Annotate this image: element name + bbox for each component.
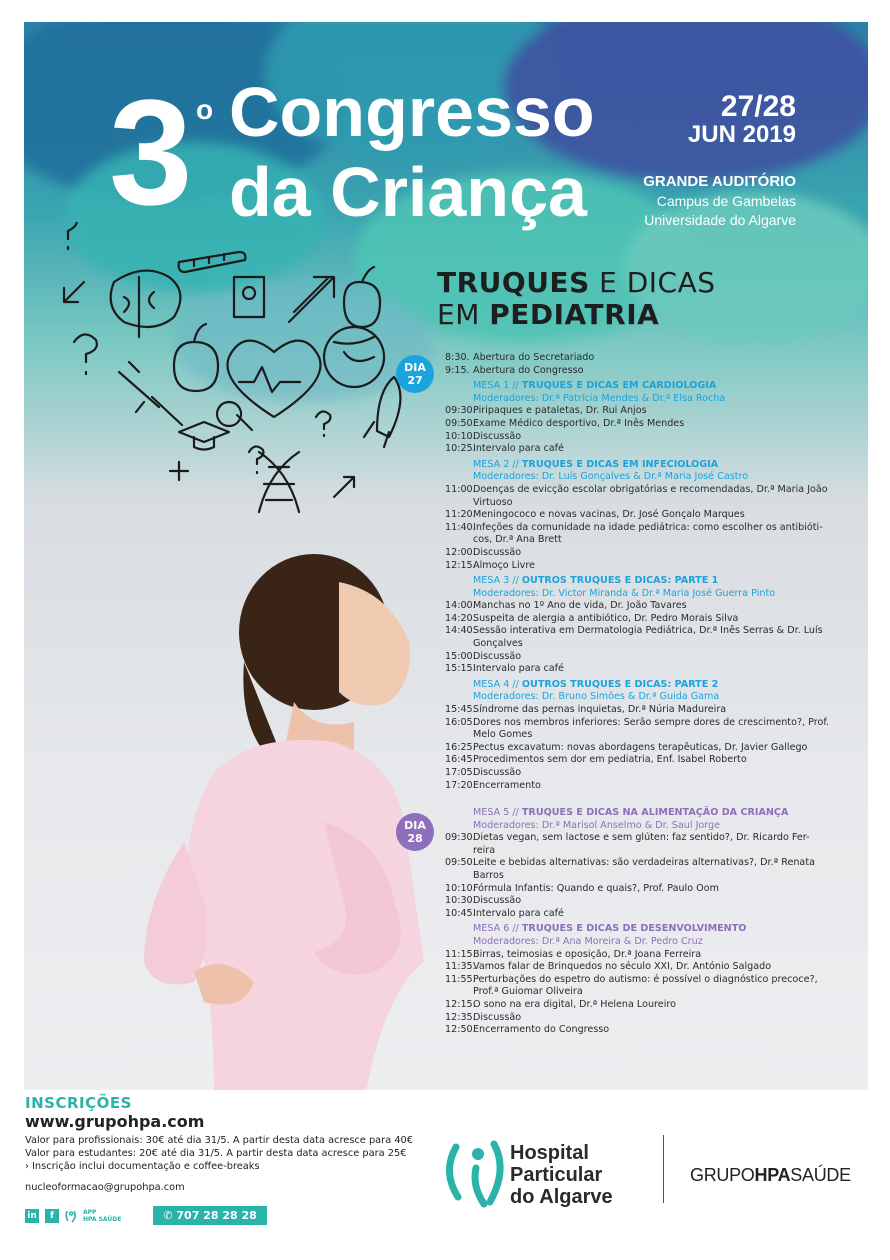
venue-line-2: Campus de Gambelas: [656, 193, 796, 210]
schedule-item: 11:15. Birras, teimosias e oposição, Dr.ª Joana Ferreira: [445, 948, 702, 960]
session-header-mesa-2: MESA 2 // TRUQUES E DICAS EM INFECIOLOGIA: [473, 458, 719, 470]
day-badge-number: 28: [407, 832, 423, 845]
session-header-mesa-6: MESA 6 // TRUQUES E DICAS DE DESENVOLVIMENTO: [473, 923, 747, 935]
brain-icon: [111, 271, 181, 337]
grupo-hpa-logo: GRUPOHPASAÚDE: [690, 1165, 851, 1185]
app-logo-icon: [65, 1209, 77, 1223]
graduation-cap-icon: [179, 422, 229, 450]
footer: [0, 1090, 890, 1260]
day-badge-label: DIA: [404, 819, 426, 832]
down-arrow-icon: [64, 282, 84, 302]
schedule-item: 12:15. Almoço Livre: [445, 559, 535, 571]
question-mark-icon: [316, 411, 330, 436]
schedule-item: 09:30. Dietas vegan, sem lactose e sem glúten: faz sentido?, Dr. Ricardo Fer-reira: [445, 832, 810, 856]
schedule-item: 12:15. O sono na era digital, Dr.ª Helena Loureiro: [445, 998, 676, 1010]
venue-line-3: Universidade do Algarve: [644, 212, 796, 229]
day-badge-27: [396, 355, 434, 393]
magnifier-icon: [217, 402, 252, 430]
programme-day-28: [445, 807, 830, 1037]
day-badge-label: DIA: [404, 361, 426, 374]
schedule-item: 11:35. Vamos falar de Brinquedos no século XXI, Dr. António Salgado: [445, 961, 772, 973]
phone-icon: ✆: [163, 1209, 177, 1222]
rocket-icon: [364, 377, 400, 447]
syringe-icon: [119, 362, 182, 425]
globe-icon: [324, 327, 384, 387]
doodle-illustrations: [44, 222, 424, 542]
linkedin-icon[interactable]: in: [25, 1209, 39, 1223]
app-label[interactable]: APP HPA SAÚDE: [83, 1208, 122, 1223]
subtitle-word-pediatria: PEDIATRIA: [489, 298, 660, 332]
contact-email-link[interactable]: nucleoformacao@grupohpa.com: [25, 1182, 185, 1193]
session-header-mesa-4: MESA 4 // OUTROS TRUQUES E DICAS: PARTE 2: [473, 678, 719, 690]
title-ordinal-number: 3: [109, 68, 193, 236]
event-days: 27/28: [720, 90, 796, 123]
schedule-item: 10:10. Fórmula Infantis: Quando e quais?, Prof. Paulo Oom: [445, 882, 719, 894]
schedule-item: 12:00. Discussão: [445, 546, 522, 558]
schedule-item: 11:40. Infeções da comunidade na idade pediátrica: como escolher os antibióti-cos, Dr.ª Ana Brett: [445, 521, 823, 546]
schedule-item: 14:00. Manchas no 1º Ano de vida, Dr. João Tavares: [445, 600, 687, 612]
schedule-item: 09:30. Piripaques e pataletas, Dr. Rui Anjos: [445, 405, 647, 417]
question-mark-icon: [56, 222, 77, 249]
event-venue: [643, 172, 796, 230]
session-moderators: Moderadores: Dr. Bruno Simões & Dr.ª Guida Gama: [473, 691, 720, 703]
session-moderators: Moderadores: Dr. Luís Gonçalves & Dr.ª Maria José Castro: [473, 471, 749, 483]
price-students: Valor para estudantes: 20€ até dia 31/5. A partir desta data acresce para 25€: [25, 1148, 407, 1159]
registration-heading: INSCRIÇÕES: [25, 1094, 132, 1112]
schedule-item: 15:00. Discussão: [445, 650, 522, 662]
question-mark-icon: [249, 446, 263, 473]
price-professionals: Valor para profissionais: 30€ até dia 31/5. A partir desta data acresce para 40€: [25, 1135, 414, 1146]
day-badge-28: [396, 813, 434, 851]
schedule-item: 09:50. Leite e bebidas alternativas: são verdadeiras alternativas?, Dr.ª Renata Barros: [445, 857, 815, 881]
subtitle-word-em: EM: [437, 298, 490, 332]
logo-divider: [663, 1135, 664, 1203]
heart-icon: [227, 341, 320, 417]
dna-icon: [259, 452, 299, 512]
session-moderators: Moderadores: Dr.ª Patrícia Mendes & Dr.ª Elsa Rocha: [473, 392, 726, 404]
schedule-item: 12:35. Discussão: [445, 1011, 522, 1023]
title-line-2: da Criança: [229, 153, 587, 231]
session-header-mesa-3: MESA 3 // OUTROS TRUQUES E DICAS: PARTE 1: [473, 575, 719, 587]
session-moderators: Moderadores: Dr.ª Ana Moreira & Dr. Pedro Cruz: [473, 935, 703, 947]
registration-note: › Inscrição inclui documentação e coffee-breaks: [25, 1161, 260, 1172]
session-header-mesa-5: MESA 5 // TRUQUES E DICAS NA ALIMENTAÇÃO DA CRIANÇA: [473, 807, 789, 818]
schedule-item: 11:00. Doenças de evicção escolar obrigatórias e recomendadas, Dr.ª Maria João Virtuoso: [445, 483, 828, 508]
schedule-item: 14:40. Sessão interativa em Dermatologia Pediátrica, Dr.ª Inês Serras & Dr. Luís Gonçalves: [445, 625, 823, 650]
question-mark-icon: [74, 334, 97, 374]
schedule-item: 8:30. Abertura do Secretariado: [445, 352, 595, 363]
schedule-item: 16:25. Pectus excavatum: novas abordagens terapêuticas, Dr. Javier Gallego: [445, 741, 808, 753]
arrow-icon: [334, 477, 354, 497]
session-moderators: Moderadores: Dr.ª Marisol Anselmo & Dr. Saul Jorge: [473, 819, 721, 831]
schedule-item: 16:05. Dores nos membros inferiores: Serão sempre dores de crescimento?, Prof. Melo Gomes: [445, 716, 830, 741]
arrow-up-right-icon: [289, 277, 334, 322]
facebook-icon[interactable]: f: [45, 1209, 59, 1223]
session-moderators: Moderadores: Dr. Victor Miranda & Dr.ª Maria José Guerra Pinto: [473, 587, 776, 599]
hospital-logo-icon: [446, 1132, 506, 1212]
title-ordinal-suffix: o: [196, 94, 214, 125]
scale-icon: [234, 277, 264, 317]
plus-icon: [170, 462, 188, 480]
poster-subtitle: [437, 267, 716, 331]
schedule-item: 17:05. Discussão: [445, 767, 522, 778]
venue-line-1: GRANDE AUDITÓRIO: [643, 173, 796, 190]
schedule-item: 15:15. Intervalo para café: [445, 663, 564, 675]
schedule-item: 17:20. Encerramento: [445, 779, 541, 791]
girl-illustration: [124, 542, 484, 1090]
session-header-mesa-1: MESA 1 // TRUQUES E DICAS EM CARDIOLOGIA: [473, 380, 717, 392]
event-month: JUN 2019: [687, 121, 796, 148]
schedule-item: 9:15. Abertura do Congresso: [445, 364, 584, 376]
hospital-name: Hospital Particular do Algarve: [510, 1142, 613, 1208]
phone-number[interactable]: ✆ 707 28 28 28: [153, 1206, 266, 1225]
schedule-item: 10:25. Intervalo para café: [445, 443, 564, 455]
day-badge-number: 27: [407, 374, 423, 387]
schedule-item: 09:50. Exame Médico desportivo, Dr.ª Inês Mendes: [445, 417, 685, 429]
subtitle-word-e-dicas: E DICAS: [589, 266, 716, 299]
registration-url-link[interactable]: www.grupohpa.com: [25, 1112, 205, 1131]
subtitle-word-truques: TRUQUES: [437, 266, 590, 299]
schedule-item: 14:20. Suspeita de alergia a antibiótico, Dr. Pedro Morais Silva: [445, 612, 739, 624]
event-date: [688, 92, 796, 148]
title-line-1: Congresso: [229, 73, 595, 151]
schedule-item: 10:10. Discussão: [445, 430, 522, 442]
schedule-item: 15:45. Síndrome das pernas inquietas, Dr.ª Núria Madureira: [445, 704, 727, 716]
thermometer-icon: [179, 252, 246, 272]
schedule-item: 11:55. Perturbações do espetro do autismo: é possível o diagnóstico precoce?, Prof.ª Guiomar Oliveira: [445, 973, 818, 998]
programme-day-27: [445, 352, 830, 792]
apple-icon: [174, 324, 218, 391]
schedule-item: 12:50. Encerramento do Congresso: [445, 1024, 610, 1036]
apple-icon: [344, 267, 380, 327]
schedule-item: 10:45. Intervalo para café: [445, 907, 564, 919]
schedule-item: 10:30. Discussão: [445, 895, 522, 907]
social-links: [25, 1206, 267, 1225]
schedule-item: 11:20. Meningococo e novas vacinas, Dr. José Gonçalo Marques: [445, 509, 745, 521]
schedule-item: 16:45. Procedimentos sem dor em pediatria, Enf. Isabel Roberto: [445, 754, 747, 766]
